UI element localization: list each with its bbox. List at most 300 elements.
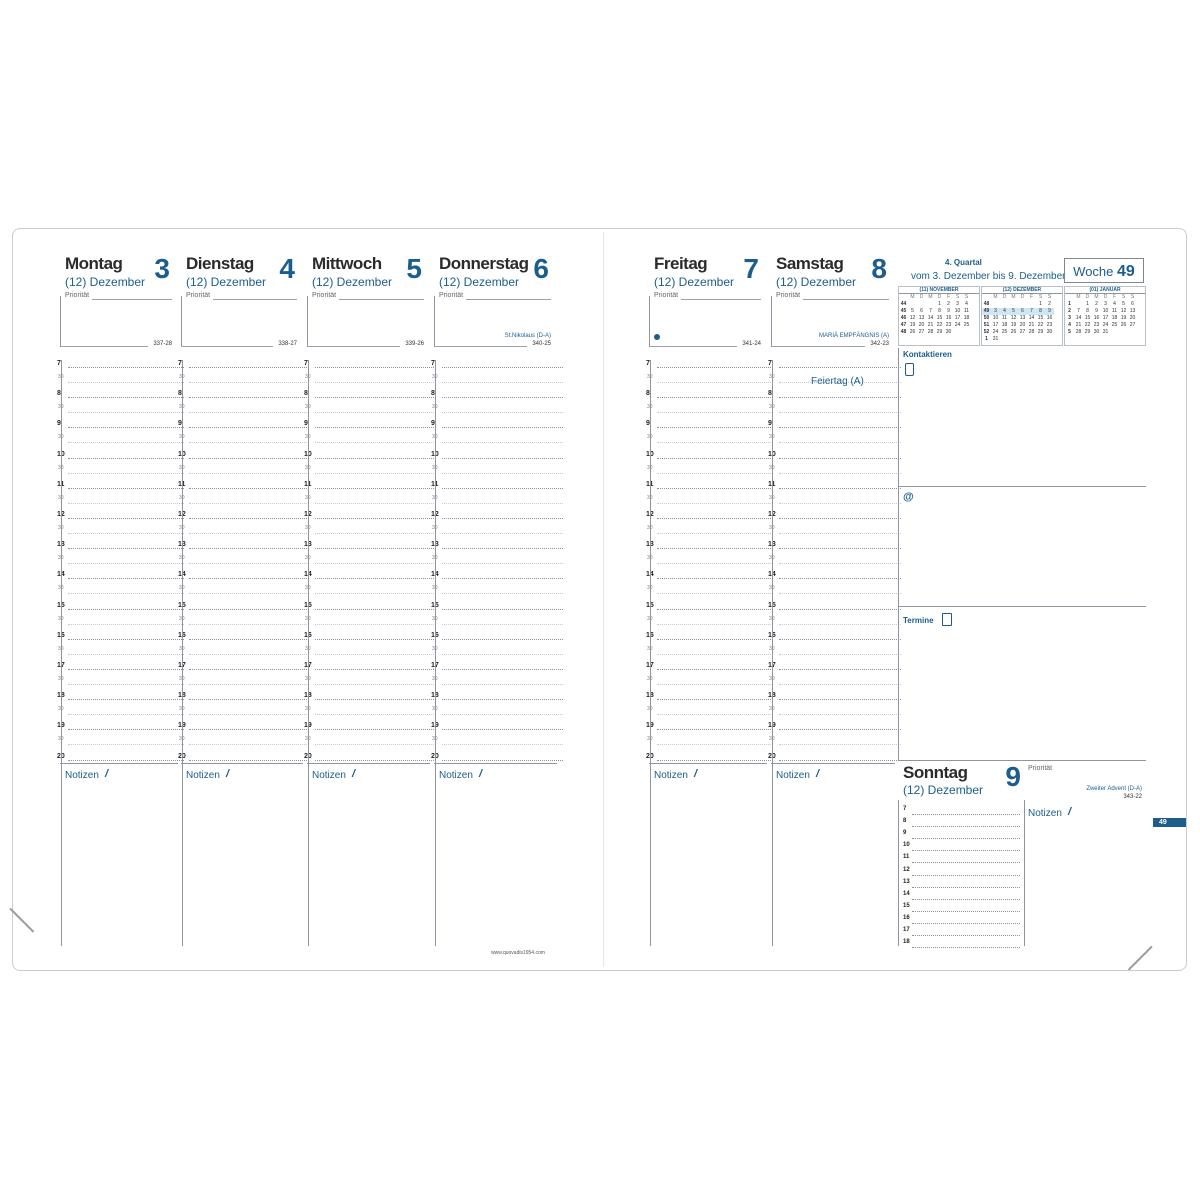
hour-line[interactable] [315,397,436,398]
hour-line[interactable] [657,397,773,398]
calendar-day[interactable]: 9 [1095,308,1098,314]
half-hour-line[interactable] [657,533,773,534]
calendar-day[interactable]: 15 [1037,315,1044,321]
calendar-day[interactable]: 19 [1010,322,1017,328]
half-hour-line[interactable] [442,714,563,715]
hour-line[interactable] [189,760,309,761]
hour-line[interactable] [68,639,184,640]
half-hour-line[interactable] [189,714,309,715]
half-hour-line[interactable] [189,503,309,504]
hour-line[interactable] [779,427,901,428]
half-hour-line[interactable] [442,533,563,534]
hour-line[interactable] [189,578,309,579]
sunday-hour-line[interactable] [912,850,1020,851]
hour-line[interactable] [779,548,901,549]
calendar-day[interactable]: 5 [911,308,914,314]
half-hour-line[interactable] [315,473,436,474]
hour-line[interactable] [657,578,773,579]
calendar-day[interactable] [1000,336,1009,343]
hour-line[interactable] [315,578,436,579]
hour-line[interactable] [189,518,309,519]
half-hour-line[interactable] [779,533,901,534]
calendar-day[interactable]: 27 [918,329,925,335]
calendar-day[interactable] [926,301,935,308]
calendar-day[interactable]: 21 [927,322,934,328]
hour-line[interactable] [189,669,309,670]
hour-line[interactable] [315,729,436,730]
hour-line[interactable] [68,458,184,459]
calendar-day[interactable] [1018,336,1027,343]
half-hour-line[interactable] [68,684,184,685]
calendar-day[interactable]: 22 [936,322,943,328]
calendar-day[interactable]: 22 [1037,322,1044,328]
sunday-hour-line[interactable] [912,899,1020,900]
calendar-day[interactable]: 13 [1129,308,1136,314]
hour-line[interactable] [442,609,563,610]
half-hour-line[interactable] [315,684,436,685]
calendar-day[interactable]: 27 [1019,329,1026,335]
calendar-day[interactable]: 23 [945,322,952,328]
calendar-day[interactable]: 4 [1003,308,1006,314]
calendar-day[interactable]: 30 [945,329,952,335]
half-hour-line[interactable] [779,563,901,564]
calendar-day[interactable] [962,329,971,336]
half-hour-line[interactable] [315,714,436,715]
half-hour-line[interactable] [189,563,309,564]
calendar-day[interactable]: 17 [992,322,999,328]
half-hour-line[interactable] [657,593,773,594]
calendar-day[interactable]: 2 [1095,301,1098,307]
half-hour-line[interactable] [657,684,773,685]
hour-line[interactable] [779,488,901,489]
hour-line[interactable] [315,488,436,489]
half-hour-line[interactable] [779,654,901,655]
sunday-hour-line[interactable] [912,911,1020,912]
half-hour-line[interactable] [657,382,773,383]
hour-line[interactable] [68,518,184,519]
calendar-day[interactable]: 27 [1129,322,1136,328]
half-hour-line[interactable] [189,533,309,534]
half-hour-line[interactable] [779,412,901,413]
half-hour-line[interactable] [189,442,309,443]
calendar-day[interactable]: 10 [1102,308,1109,314]
hour-line[interactable] [189,367,309,368]
half-hour-line[interactable] [68,563,184,564]
hour-line[interactable] [68,669,184,670]
half-hour-line[interactable] [442,382,563,383]
calendar-day[interactable]: 17 [954,315,961,321]
calendar-day[interactable]: 19 [909,322,916,328]
hour-line[interactable] [68,578,184,579]
hour-line[interactable] [657,609,773,610]
hour-line[interactable] [189,699,309,700]
calendar-day[interactable]: 8 [938,308,941,314]
calendar-day[interactable]: 18 [963,315,970,321]
hour-line[interactable] [189,729,309,730]
calendar-day[interactable]: 24 [1102,322,1109,328]
hour-line[interactable] [657,458,773,459]
calendar-day[interactable]: 7 [929,308,932,314]
hour-line[interactable] [68,729,184,730]
hour-line[interactable] [189,639,309,640]
half-hour-line[interactable] [189,684,309,685]
calendar-day[interactable]: 10 [954,308,961,314]
hour-line[interactable] [189,609,309,610]
calendar-day[interactable]: 6 [1131,301,1134,307]
half-hour-line[interactable] [779,714,901,715]
hour-line[interactable] [657,518,773,519]
calendar-day[interactable]: 19 [1120,315,1127,321]
half-hour-line[interactable] [189,473,309,474]
hour-line[interactable] [657,699,773,700]
hour-line[interactable] [442,458,563,459]
calendar-day[interactable]: 17 [1102,315,1109,321]
calendar-day[interactable]: 16 [945,315,952,321]
hour-line[interactable] [442,488,563,489]
calendar-day[interactable]: 20 [1019,322,1026,328]
day-month: (12) Dezember [186,275,267,289]
hour-line[interactable] [657,729,773,730]
hour-line[interactable] [68,367,184,368]
calendar-day[interactable]: 16 [1093,315,1100,321]
half-hour-line[interactable] [315,593,436,594]
calendar-day[interactable]: 8 [1039,308,1042,314]
hour-line[interactable] [657,639,773,640]
calendar-day[interactable] [1018,301,1027,308]
half-hour-line[interactable] [68,714,184,715]
half-hour-line[interactable] [189,412,309,413]
half-hour-line[interactable] [442,654,563,655]
hour-line[interactable] [657,367,773,368]
half-hour-line[interactable] [315,412,436,413]
half-hour-line[interactable] [315,654,436,655]
sunday-hour-line[interactable] [912,923,1020,924]
calendar-day[interactable] [1027,336,1036,343]
hour-line[interactable] [68,699,184,700]
half-hour-line[interactable] [657,412,773,413]
hour-line[interactable] [779,760,901,761]
calendar-day[interactable]: 11 [1001,315,1008,321]
hour-line[interactable] [315,548,436,549]
hour-line[interactable] [779,669,901,670]
calendar-day[interactable]: 4 [965,301,968,307]
calendar-day[interactable]: 3 [1104,301,1107,307]
hour-label: 13 [57,541,65,549]
half-hour-line[interactable] [442,442,563,443]
hour-line[interactable] [315,458,436,459]
calendar-day[interactable]: 20 [1129,315,1136,321]
calendar-day[interactable]: 9 [1048,308,1051,314]
half-hour-line[interactable] [315,624,436,625]
half-hour-line[interactable] [68,593,184,594]
calendar-day[interactable]: 7 [1077,308,1080,314]
hour-line[interactable] [315,760,436,761]
corner-stitch-left: ▪▪▪▪▪▪▪▪▪▪▪▪▪▪▪▪▪▪ [6,905,37,935]
half-hour-line[interactable] [657,503,773,504]
calendar-day[interactable] [1027,301,1036,308]
hour-line[interactable] [442,578,563,579]
sunday-hour-line[interactable] [912,814,1020,815]
half-hour-line[interactable] [442,412,563,413]
calendar-day[interactable]: 21 [1028,322,1035,328]
calendar-day[interactable]: 12 [1120,308,1127,314]
calendar-day[interactable]: 7 [1030,308,1033,314]
hour-line[interactable] [442,548,563,549]
calendar-day[interactable]: 5 [1012,308,1015,314]
half-hour-line[interactable] [442,744,563,745]
calendar-day[interactable]: 14 [1028,315,1035,321]
half-hour-line[interactable] [68,503,184,504]
sunday-hour-line[interactable] [912,935,1020,936]
calendar-day[interactable]: 12 [909,315,916,321]
half-hour-line[interactable] [189,744,309,745]
calendar-day[interactable] [908,301,917,308]
sunday-hour-line[interactable] [912,947,1020,948]
calendar-day[interactable]: 15 [936,315,943,321]
half-hour-line[interactable] [779,684,901,685]
hour-line[interactable] [68,397,184,398]
calendar-day[interactable]: 26 [1120,322,1127,328]
calendar-day[interactable]: 4 [1113,301,1116,307]
calendar-day[interactable]: 25 [1111,322,1118,328]
half-hour-line[interactable] [657,442,773,443]
calendar-day[interactable] [1074,301,1083,308]
calendar-day[interactable] [917,301,926,308]
hour-line[interactable] [779,699,901,700]
half-hour-mark: 30 [58,494,64,501]
calendar-day[interactable]: 1 [1086,301,1089,307]
half-hour-line[interactable] [68,533,184,534]
calendar-day[interactable] [1045,336,1054,343]
calendar-day[interactable]: 16 [1046,315,1053,321]
calendar-day[interactable] [1000,301,1009,308]
half-hour-line[interactable] [189,624,309,625]
hour-line[interactable] [442,699,563,700]
hour-line[interactable] [779,639,901,640]
sunday-hour-line[interactable] [912,826,1020,827]
half-hour-line[interactable] [189,654,309,655]
calendar-day[interactable]: 8 [1086,308,1089,314]
calendar-day[interactable]: 15 [1084,315,1091,321]
calendar-day[interactable]: 2 [1048,301,1051,307]
half-hour-line[interactable] [657,654,773,655]
calendar-day[interactable]: 6 [1021,308,1024,314]
half-hour-line[interactable] [315,563,436,564]
hour-line[interactable] [779,367,901,368]
calendar-day[interactable]: 22 [1084,322,1091,328]
calendar-day[interactable]: 18 [1111,315,1118,321]
calendar-day[interactable] [1009,301,1018,308]
calendar-day[interactable]: 3 [956,301,959,307]
day-month: (12) Dezember [776,275,857,289]
hour-line[interactable] [657,760,773,761]
calendar-day[interactable] [991,301,1000,308]
calendar-day[interactable]: 23 [1093,322,1100,328]
calendar-day[interactable] [1009,336,1018,343]
half-hour-line[interactable] [779,593,901,594]
half-hour-line[interactable] [68,473,184,474]
calendar-day[interactable]: 25 [963,322,970,328]
half-hour-line[interactable] [68,654,184,655]
hour-line[interactable] [779,609,901,610]
half-hour-line[interactable] [315,533,436,534]
calendar-day[interactable]: 13 [918,315,925,321]
calendar-day[interactable]: 10 [992,315,999,321]
calendar-day[interactable]: 29 [1084,329,1091,335]
hour-line[interactable] [657,427,773,428]
calendar-day[interactable] [1119,329,1128,336]
hour-label: 11 [304,480,312,488]
hour-line[interactable] [779,397,901,398]
calendar-day[interactable]: 28 [1075,329,1082,335]
half-hour-line[interactable] [779,442,901,443]
half-hour-line[interactable] [442,624,563,625]
hour-line[interactable] [779,578,901,579]
calendar-day[interactable] [1128,329,1137,336]
half-hour-line[interactable] [442,593,563,594]
calendar-day[interactable]: 26 [909,329,916,335]
calendar-day[interactable]: 31 [1102,329,1109,335]
hour-line[interactable] [315,669,436,670]
hour-line[interactable] [657,488,773,489]
half-hour-line[interactable] [442,684,563,685]
calendar-day[interactable]: 18 [1001,322,1008,328]
half-hour-mark: 30 [305,676,311,682]
hour-line[interactable] [442,760,563,761]
half-hour-mark: 30 [58,585,64,592]
sunday-hour-line[interactable] [912,838,1020,839]
calendar-day[interactable]: 23 [1046,322,1053,328]
calendar-day[interactable]: 25 [1001,329,1008,335]
sunday-hour-line[interactable] [912,887,1020,888]
hour-line[interactable] [189,397,309,398]
calendar-day[interactable]: 13 [1019,315,1026,321]
calendar-day[interactable]: 9 [947,308,950,314]
half-hour-line[interactable] [315,442,436,443]
half-hour-line[interactable] [189,593,309,594]
sunday-hour-line[interactable] [912,875,1020,876]
calendar-day[interactable]: 11 [963,308,970,314]
calendar-day[interactable]: 14 [927,315,934,321]
hour-line[interactable] [189,548,309,549]
hour-line[interactable] [315,367,436,368]
hour-line[interactable] [189,427,309,428]
hour-line[interactable] [442,639,563,640]
calendar-day[interactable]: 26 [1010,329,1017,335]
calendar-day[interactable]: 5 [1122,301,1125,307]
half-hour-line[interactable] [442,563,563,564]
calendar-day[interactable]: 29 [1037,329,1044,335]
hour-line[interactable] [779,729,901,730]
half-hour-line[interactable] [779,624,901,625]
hour-line[interactable] [442,669,563,670]
calendar-day[interactable]: 2 [947,301,950,307]
half-hour-line[interactable] [657,624,773,625]
hour-line[interactable] [315,699,436,700]
half-hour-line[interactable] [442,473,563,474]
calendar-day[interactable]: 28 [927,329,934,335]
hour-line[interactable] [315,639,436,640]
hour-line[interactable] [442,397,563,398]
hour-line[interactable] [442,518,563,519]
half-hour-line[interactable] [315,503,436,504]
calendar-day[interactable]: 30 [1093,329,1100,335]
info-divider [898,486,1146,487]
hour-line[interactable] [315,518,436,519]
calendar-day[interactable]: 31 [992,336,999,342]
half-hour-line[interactable] [68,744,184,745]
hour-line[interactable] [315,427,436,428]
notes-label: Notizen [654,770,688,781]
calendar-day[interactable]: 29 [936,329,943,335]
calendar-day[interactable]: 14 [1075,315,1082,321]
sunday-hour-line[interactable] [912,862,1020,863]
calendar-day[interactable] [953,329,962,336]
hour-line[interactable] [189,488,309,489]
hour-line[interactable] [68,609,184,610]
hour-line[interactable] [779,458,901,459]
half-hour-line[interactable] [442,503,563,504]
half-hour-line[interactable] [779,503,901,504]
half-hour-mark: 30 [305,404,311,411]
hour-line[interactable] [442,427,563,428]
calendar-day[interactable]: 20 [918,322,925,328]
hour-line[interactable] [68,760,184,761]
hour-line[interactable] [657,548,773,549]
hour-line[interactable] [442,367,563,368]
half-hour-line[interactable] [779,473,901,474]
half-hour-line[interactable] [315,744,436,745]
half-hour-line[interactable] [657,744,773,745]
half-hour-line[interactable] [189,382,309,383]
hour-line[interactable] [442,729,563,730]
calendar-day[interactable]: 21 [1075,322,1082,328]
calendar-day[interactable]: 1 [1039,301,1042,307]
calendar-day[interactable]: 1 [938,301,941,307]
hour-line[interactable] [68,427,184,428]
hour-line[interactable] [68,548,184,549]
calendar-day[interactable]: 3 [994,308,997,314]
calendar-day[interactable]: 24 [954,322,961,328]
hour-line[interactable] [657,669,773,670]
hour-line[interactable] [68,488,184,489]
half-hour-line[interactable] [779,744,901,745]
calendar-day[interactable]: 6 [920,308,923,314]
sunday-code: 343-22 [1123,794,1142,800]
half-hour-line[interactable] [657,473,773,474]
calendar-day[interactable]: 24 [992,329,999,335]
half-hour-line[interactable] [68,624,184,625]
sunday-left-border [898,800,899,946]
priority-line [339,299,424,300]
half-hour-mark: 30 [58,706,64,713]
half-hour-line[interactable] [315,382,436,383]
half-hour-line[interactable] [68,382,184,383]
calendar-day[interactable] [1036,336,1045,343]
half-hour-line[interactable] [657,714,773,715]
half-hour-line[interactable] [68,412,184,413]
hour-line[interactable] [189,458,309,459]
hour-line[interactable] [315,609,436,610]
calendar-day[interactable]: 11 [1111,308,1118,314]
calendar-day[interactable]: 30 [1046,329,1053,335]
calendar-day[interactable]: 28 [1028,329,1035,335]
hour-line[interactable] [779,518,901,519]
half-hour-line[interactable] [68,442,184,443]
calendar-day[interactable]: 12 [1010,315,1017,321]
calendar-day[interactable] [1110,329,1119,336]
half-hour-line[interactable] [657,563,773,564]
